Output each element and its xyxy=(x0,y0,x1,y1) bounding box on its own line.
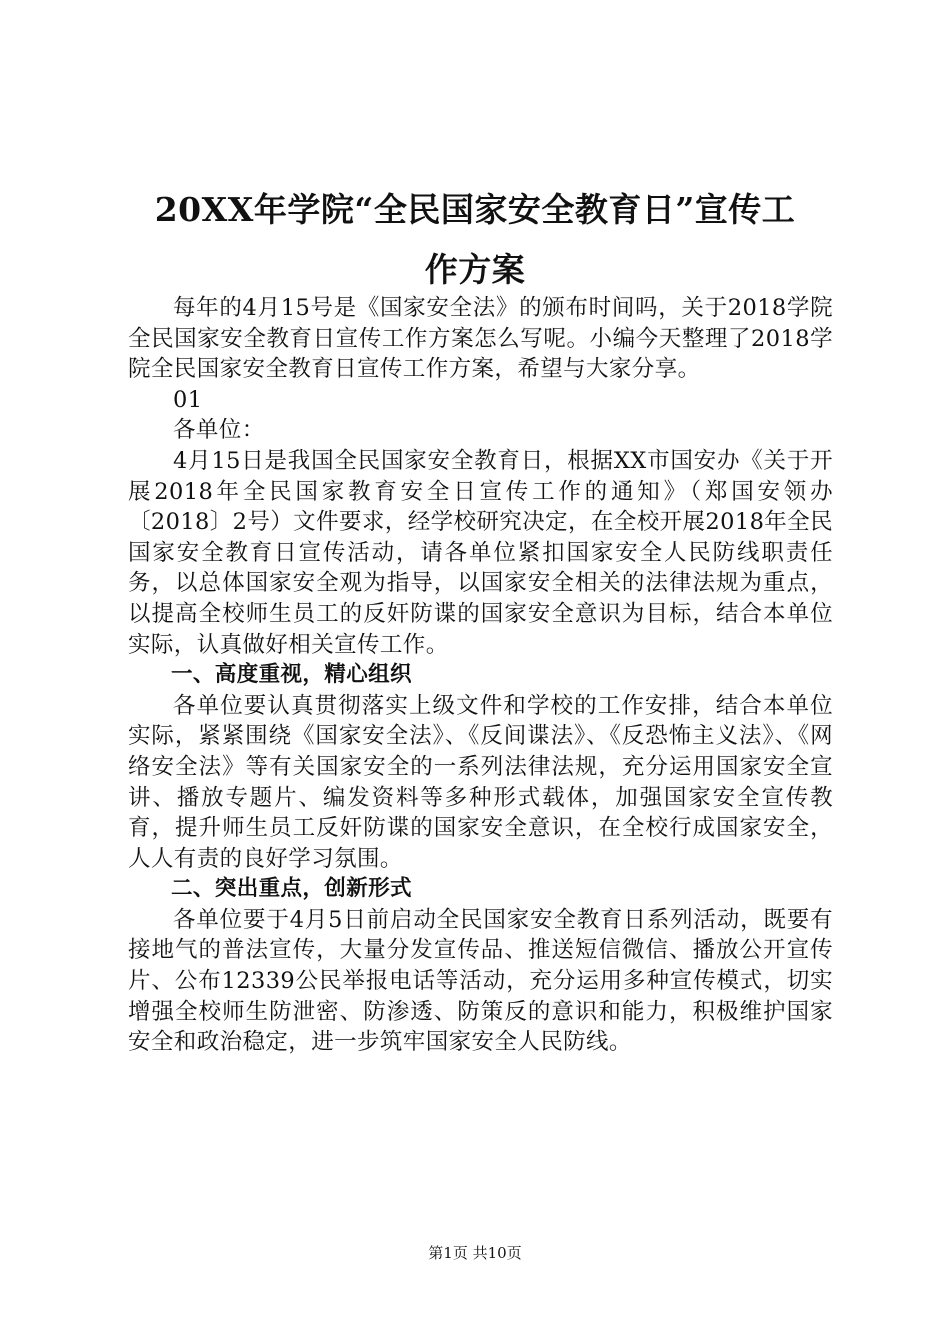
section-heading: 一、高度重视，精心组织 xyxy=(171,662,412,688)
section-number: 01 xyxy=(173,386,203,413)
body-paragraph: 4月15日是我国全民国家安全教育日，根据XX市国安办《关于开展2018年全民国家教育安全日宣传工作的通知》（郑国安领办〔2018〕2号）文件要求，经学校研究决定，在全校开展2018年全民国家安全教育日宣传活动，请各单位紧扣国家安全人民防线职责任务，以总体国家安全观为指导，以国家安全相关的法律法规为重点，以提高全校师生员工的反奸防谍的国家安全意识为目标，结合本单位实际，认真做好相关宣传工作。 xyxy=(128,447,833,658)
salutation: 各单位： xyxy=(173,417,265,444)
document-title-line1: 20XX年学院“全民国家安全教育日”宣传工 xyxy=(154,190,796,229)
section-heading: 二、突出重点，创新形式 xyxy=(171,876,412,902)
body-paragraph: 各单位要于4月5日前启动全民国家安全教育日系列活动，既要有接地气的普法宣传，大量分发宣传品、推送短信微信、播放公开宣传片、公布12339公民举报电话等活动，充分运用多种宣传模式，切实增强全校师生防泄密、防渗透、防策反的意识和能力，积极维护国家安全和政治稳定，进一步筑牢国家安全人民防线。 xyxy=(128,906,833,1056)
document-body xyxy=(128,293,833,1058)
document-title-line2: 作方案 xyxy=(424,250,526,289)
body-paragraph: 各单位要认真贯彻落实上级文件和学校的工作安排，结合本单位实际，紧紧围绕《国家安全法》、《反间谍法》、《反恐怖主义法》、《网络安全法》等有关国家安全的一系列法律法规，充分运用国家安全宣讲、播放专题片、编发资料等多种形式载体，加强国家安全宣传教育，提升师生员工反奸防谍的国家安全意识，在全校行成国家安全，人人有责的良好学习氛围。 xyxy=(128,692,833,872)
page-footer: 第1页 共10页 xyxy=(428,1244,522,1262)
intro-paragraph: 每年的4月15号是《国家安全法》的颁布时间吗，关于2018学院全民国家安全教育日宣传工作方案怎么写呢。小编今天整理了2018学院全民国家安全教育日宣传工作方案，希望与大家分享。 xyxy=(128,295,833,383)
